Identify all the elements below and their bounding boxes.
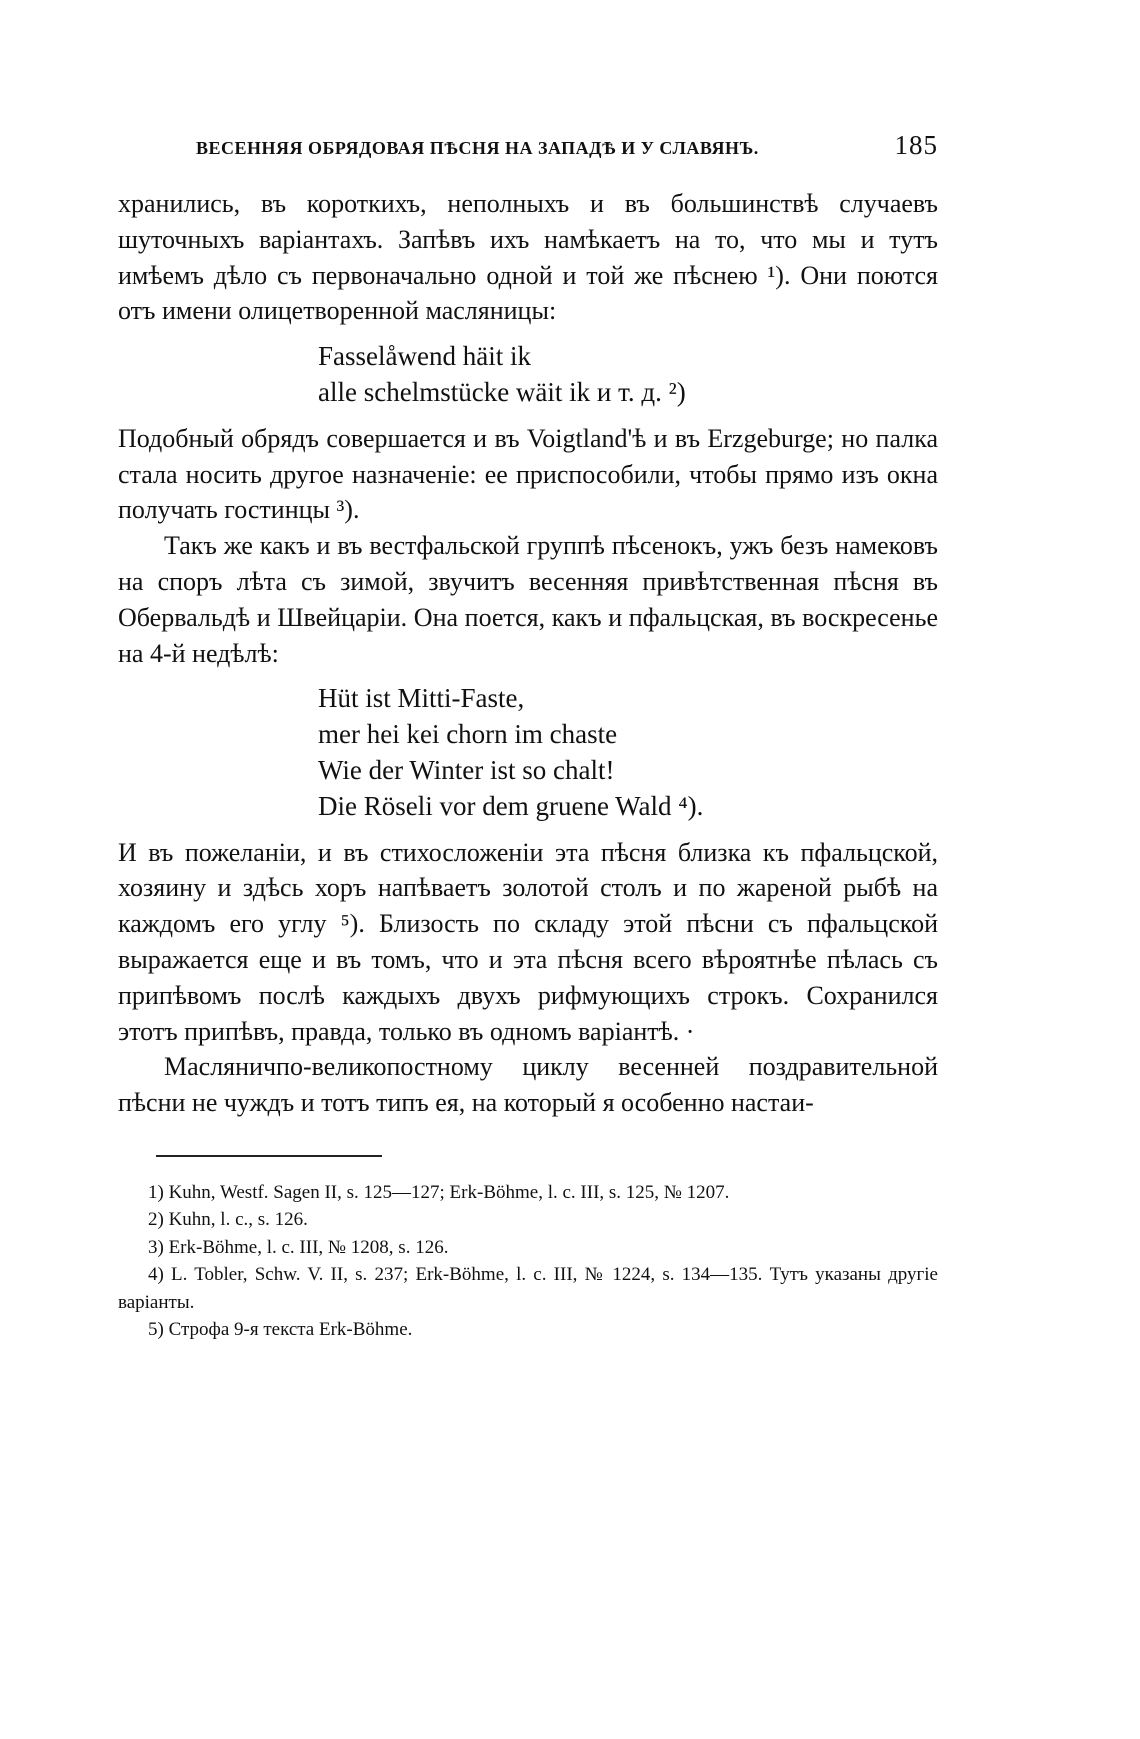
footnote: 1) Kuhn, Westf. Sagen II, s. 125—127; Erk-Böhme, l. c. III, s. 125, № 1207. bbox=[148, 1181, 730, 1203]
page-number: 185 bbox=[894, 130, 938, 160]
verse-line: Die Röseli vor dem gruene Wald ⁴). bbox=[318, 790, 704, 821]
footnote: 3) Erk-Böhme, l. c. III, № 1208, s. 126. bbox=[148, 1236, 449, 1258]
verse-quote bbox=[318, 681, 938, 824]
footnote: 4) L. Tobler, Schw. V. II, s. 237; Erk-Böhme, l. c. III, № 1224, s. 134—135. Тутъ указаны другіе варіанты. bbox=[118, 1264, 938, 1313]
footnote-divider bbox=[156, 1155, 382, 1157]
verse-line: Wie der Winter ist so chalt! bbox=[318, 754, 615, 785]
paragraph: Масляничпо-великопостному циклу весенней поздравительной пѣсни не чуждъ и тотъ типъ ея, на который я особенно настаи- bbox=[118, 1052, 938, 1118]
paragraph: Подобный обрядъ совершается и въ Voigtland'ѣ и въ Erzgeburge; но палка стала носить другое назначеніе: ее приспособили, чтобы прямо изъ окна получать гостинцы ³). bbox=[118, 423, 938, 525]
verse-line: alle schelmstücke wäit ik и т. д. ²) bbox=[318, 376, 686, 407]
paragraph: И въ пожеланіи, и въ стихосложеніи эта пѣсня близка къ пфальцской, хозяину и здѣсь хоръ напѣваетъ золотой столъ и по жареной рыбѣ на каждомъ его углу ⁵). Близость по складу этой пѣсни съ пфальцской выражается еще и въ томъ, что и эта пѣсня всего вѣроятнѣе пѣлась съ припѣвомъ послѣ каждыхъ двухъ рифмующихъ строкъ. Сохранился этотъ припѣвъ, правда, только въ одномъ варіантѣ. · bbox=[118, 837, 938, 1046]
footnote: 5) Строфа 9-я текста Erk-Böhme. bbox=[148, 1319, 413, 1341]
footnotes bbox=[118, 1179, 938, 1344]
paragraph: Такъ же какъ и въ вестфальской группѣ пѣсенокъ, ужъ безъ намековъ на споръ лѣта съ зимой, звучитъ весенняя привѣтственная пѣсня въ Обервальдѣ и Швейцаріи. Она поется, какъ и пфальцская, въ воскресенье на 4-й недѣлѣ: bbox=[118, 531, 938, 668]
verse-line: mer hei kei chorn im chaste bbox=[318, 719, 618, 750]
main-text bbox=[118, 186, 938, 1121]
verse-line: Fasselåwend häit ik bbox=[318, 341, 531, 372]
footnote: 2) Kuhn, l. c., s. 126. bbox=[148, 1209, 308, 1231]
verse-line: Hüt ist Mitti-Faste, bbox=[318, 683, 525, 714]
paragraph: хранились, въ короткихъ, неполныхъ и въ большинствѣ случаевъ шуточныхъ варіантахъ. Запѣвъ ихъ намѣкаетъ на то, что мы и тутъ имѣемъ дѣло съ первоначально одной и той же пѣснею ¹). Они поются отъ имени олицетворенной масляницы: bbox=[118, 189, 938, 326]
page-header bbox=[118, 130, 938, 172]
verse-quote bbox=[318, 339, 938, 411]
running-head: ВЕСЕННЯЯ ОБРЯДОВАЯ ПѢСНЯ НА ЗАПАДѢ И У СЛАВЯНЪ. bbox=[196, 138, 759, 158]
book-page bbox=[118, 130, 938, 1344]
